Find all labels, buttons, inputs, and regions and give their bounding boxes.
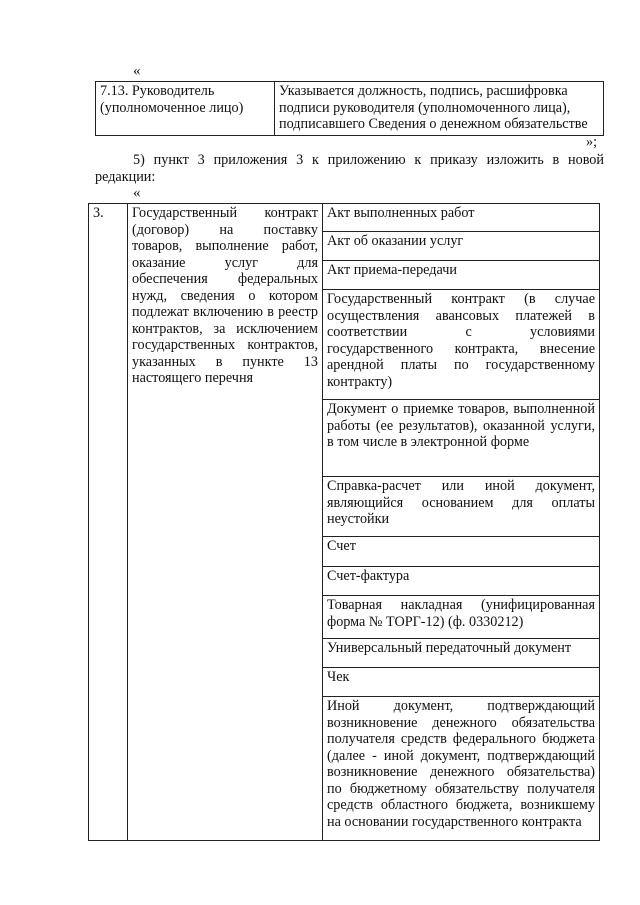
table-row [89, 204, 600, 232]
document-list-table [88, 203, 600, 841]
document-cell: Иной документ, подтверждающий возникновение денежного обязательства получателя средств федерального бюджета (далее - иной документ, подтверждающий возникновение денежного обязательства) по бюджетному обязательству получателя средств областного бюджета, возникшему на основании государственного контракта [323, 697, 600, 841]
document-cell: Счет [323, 537, 600, 567]
obligation-name-cell: Государственный контракт (договор) на поставку товаров, выполнение работ, оказание услуг для обеспечения федеральных нужд, сведения о котором подлежат включению в реестр контрактов, за исключением государственных контрактов, указанных в пункте 13 настоящего перечня [128, 204, 323, 841]
document-cell: Товарная накладная (унифицированная форма № ТОРГ-12) (ф. 0330212) [323, 596, 600, 639]
document-cell: Документ о приемке товаров, выполненной работы (ее результатов), оказанной услуги, в том числе в электронной форме [323, 400, 600, 477]
document-cell: Справка-расчет или иной документ, являющийся основанием для оплаты неустойки [323, 477, 600, 537]
signature-table [95, 81, 604, 136]
document-cell: Чек [323, 668, 600, 697]
item-cell: 7.13. Руководитель (уполномоченное лицо) [96, 82, 275, 136]
table-row [96, 82, 604, 136]
opening-quote-mark-2: « [133, 185, 141, 201]
document-cell: Государственный контракт (в случае осуществления авансовых платежей в соответствии с условиями государственного контракта, внесение арендной платы по государственному контракту) [323, 290, 600, 400]
document-cell: Акт приема-передачи [323, 261, 600, 290]
number-cell: 3. [89, 204, 128, 841]
opening-quote-mark: « [133, 63, 141, 79]
document-cell: Акт об оказании услуг [323, 232, 600, 261]
description-cell: Указывается должность, подпись, расшифровка подписи руководителя (уполномоченного лица), подписавшего Сведения о денежном обязательстве [275, 82, 604, 136]
document-cell: Акт выполненных работ [323, 204, 600, 232]
amendment-paragraph: 5) пункт 3 приложения 3 к приложению к приказу изложить в новой редакции: [95, 152, 604, 185]
closing-quote-mark: »; [586, 134, 598, 150]
document-cell: Счет-фактура [323, 567, 600, 596]
document-cell: Универсальный передаточный документ [323, 639, 600, 668]
